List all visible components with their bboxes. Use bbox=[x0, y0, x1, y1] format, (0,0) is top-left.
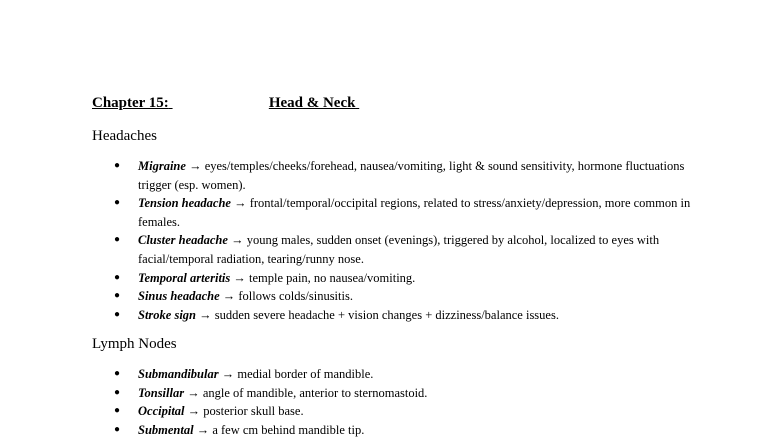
list-item-text: → young males, sudden onset (evenings), triggered by alcohol, localized to eyes with facial/temporal radiation, tearing/runny nose. bbox=[138, 233, 660, 266]
list-item bbox=[114, 157, 694, 194]
section-heading-headaches: Headaches bbox=[92, 128, 157, 144]
list-item-text: → temple pain, no nausea/vomiting. bbox=[230, 270, 416, 285]
list-item-text: → sudden severe headache + vision changes + dizziness/balance issues. bbox=[196, 307, 559, 322]
list-item-text: → posterior skull base. bbox=[184, 404, 304, 419]
list-item-term: Migraine bbox=[138, 159, 186, 173]
list-item-term: Submental bbox=[138, 422, 194, 437]
bullet-icon: ● bbox=[114, 386, 121, 398]
list-item-term: Occipital bbox=[138, 404, 185, 419]
list-item-text: → angle of mandible, anterior to sternomastoid. bbox=[184, 385, 428, 400]
list-item bbox=[114, 384, 694, 403]
bullet-icon: ● bbox=[114, 368, 121, 379]
list-item-text: → a few cm behind mandible tip. bbox=[193, 422, 365, 437]
list-item-term: Tonsillar bbox=[138, 385, 185, 400]
bullet-icon: ● bbox=[114, 271, 121, 283]
bullet-icon: ● bbox=[114, 308, 121, 320]
bullet-icon: ● bbox=[114, 405, 121, 417]
list-item bbox=[114, 269, 694, 288]
headaches-list bbox=[114, 157, 694, 324]
list-item bbox=[114, 194, 694, 231]
chapter-label: Chapter 15: bbox=[92, 95, 169, 111]
list-item-term: Cluster headache bbox=[138, 233, 228, 248]
list-item bbox=[114, 231, 694, 268]
list-item bbox=[114, 287, 694, 306]
list-item-term: Temporal arteritis bbox=[138, 270, 231, 285]
bullet-icon: ● bbox=[114, 160, 121, 171]
bullet-icon: ● bbox=[114, 423, 121, 435]
list-item bbox=[114, 402, 694, 421]
list-item-term: Tension headache bbox=[138, 196, 231, 211]
list-item bbox=[114, 365, 694, 384]
list-item-term: Sinus headache bbox=[138, 289, 220, 304]
section-heading-lymph-nodes: Lymph Nodes bbox=[92, 336, 177, 352]
list-item-term: Submandibular bbox=[138, 367, 219, 381]
list-item bbox=[114, 421, 694, 440]
list-item-text: → follows colds/sinusitis. bbox=[219, 289, 353, 304]
list-item-text: → eyes/temples/cheeks/forehead, nausea/vomiting, light & sound sensitivity, hormone fluctuations trigger (esp. women). bbox=[138, 159, 685, 192]
bullet-icon: ● bbox=[114, 197, 121, 209]
list-item-text: → frontal/temporal/occipital regions, related to stress/anxiety/depression, more common in females. bbox=[138, 196, 691, 229]
title-trailing-space bbox=[355, 95, 359, 111]
list-item-text: → medial border of mandible. bbox=[218, 367, 374, 381]
chapter-name: Head & Neck bbox=[268, 95, 356, 111]
lymph-nodes-list bbox=[114, 365, 694, 439]
chapter-title bbox=[92, 94, 359, 112]
bullet-icon: ● bbox=[114, 290, 121, 302]
list-item-term: Stroke sign bbox=[138, 307, 197, 322]
bullet-icon: ● bbox=[114, 234, 121, 246]
title-spacer bbox=[169, 94, 269, 112]
list-item bbox=[114, 306, 694, 325]
